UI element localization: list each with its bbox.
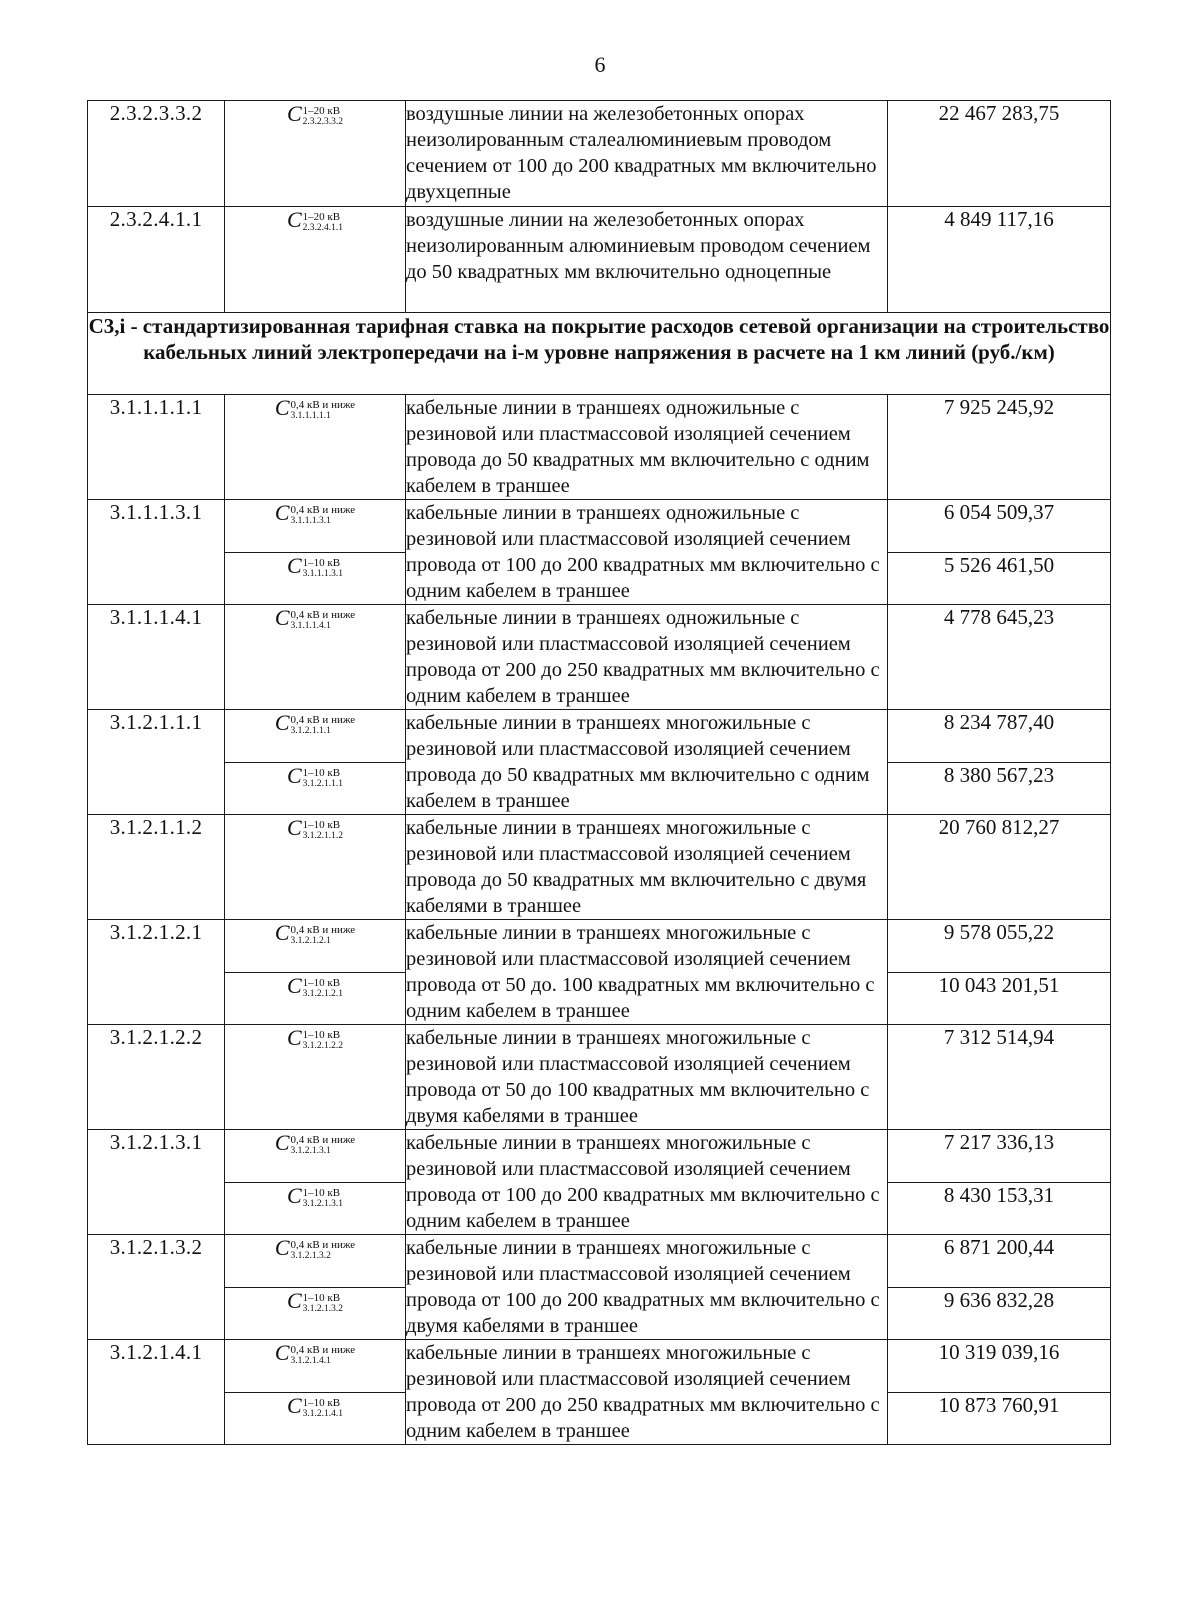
symbol-letter: C (286, 762, 302, 788)
symbol-letter: C (286, 1182, 302, 1208)
row-code: 3.1.2.1.1.2 (88, 815, 225, 920)
tariff-symbol (225, 1340, 406, 1393)
symbol-index: 3.1.2.1.3.2 (302, 1303, 344, 1314)
symbol-index: 3.1.1.1.3.1 (302, 568, 344, 579)
tariff-symbol (225, 1392, 406, 1445)
tariff-symbol (225, 207, 406, 313)
table-row (88, 101, 1111, 207)
symbol-voltage: 1–10 кВ (302, 819, 341, 832)
symbol-voltage: 1–10 кВ (302, 1029, 341, 1042)
page-number: 6 (594, 52, 606, 77)
row-value: 7 217 336,13 (888, 1130, 1111, 1183)
table-row (88, 207, 1111, 313)
tariff-symbol (225, 101, 406, 207)
symbol-voltage: 0,4 кВ и ниже (290, 399, 356, 412)
row-value: 6 871 200,44 (888, 1235, 1111, 1288)
symbol-index: 2.3.2.4.1.1 (302, 223, 344, 234)
symbol-voltage: 0,4 кВ и ниже (290, 504, 356, 517)
symbol-index: 2.3.2.3.3.2 (302, 117, 344, 128)
row-value: 4 778 645,23 (888, 605, 1111, 710)
row-value: 8 234 787,40 (888, 710, 1111, 763)
symbol-voltage: 1–10 кВ (302, 1291, 341, 1304)
row-description: кабельные линии в траншеях многожильные с резиновой или пластмассовой изоляцией сечением провода до 50 квадратных мм включительно с одним кабелем в траншее (406, 710, 888, 815)
symbol-voltage: 1–20 кВ (302, 105, 341, 118)
symbol-index: 3.1.2.1.2.1 (302, 988, 344, 999)
row-value: 8 430 153,31 (888, 1182, 1111, 1235)
symbol-letter: C (274, 395, 290, 420)
symbol-letter: C (286, 207, 302, 232)
row-description: кабельные линии в траншеях многожильные с резиновой или пластмассовой изоляцией сечением провода от 50 до 100 квадратных мм включительно с двумя кабелями в траншее (406, 1025, 888, 1130)
row-code: 3.1.2.1.3.1 (88, 1130, 225, 1235)
table-row (88, 920, 1111, 973)
symbol-letter: C (274, 1340, 290, 1365)
symbol-voltage: 1–10 кВ (302, 1396, 341, 1409)
symbol-letter: C (274, 605, 290, 630)
symbol-letter: C (274, 710, 290, 735)
table-row (88, 1235, 1111, 1288)
row-description: кабельные линии в траншеях многожильные с резиновой или пластмассовой изоляцией сечением провода от 200 до 250 квадратных мм включительно с одним кабелем в траншее (406, 1340, 888, 1445)
table-row (88, 500, 1111, 553)
table-row (88, 1340, 1111, 1393)
symbol-voltage: 0,4 кВ и ниже (290, 609, 356, 622)
tariff-symbol (225, 710, 406, 763)
symbol-index: 3.1.2.1.1.1 (290, 726, 331, 737)
symbol-index: 3.1.2.1.3.2 (290, 1251, 331, 1262)
table-row (88, 710, 1111, 763)
row-value: 8 380 567,23 (888, 762, 1111, 815)
row-code: 3.1.1.1.1.1 (88, 395, 225, 500)
row-value: 9 578 055,22 (888, 920, 1111, 973)
row-value: 4 849 117,16 (888, 207, 1111, 313)
symbol-letter: C (274, 920, 290, 945)
symbol-index: 3.1.1.1.4.1 (290, 621, 331, 632)
tariff-symbol (225, 920, 406, 973)
symbol-letter: C (286, 1287, 302, 1313)
row-description: кабельные линии в траншеях многожильные с резиновой или пластмассовой изоляцией сечением провода от 100 до 200 квадратных мм включительно с двумя кабелями в траншее (406, 1235, 888, 1340)
tariff-symbol (225, 605, 406, 710)
tariff-symbol (225, 762, 406, 815)
table-row (88, 605, 1111, 710)
symbol-voltage: 1–10 кВ (302, 976, 341, 989)
symbol-voltage: 1–20 кВ (302, 211, 341, 224)
row-code: 2.3.2.3.3.2 (88, 101, 225, 207)
row-code: 3.1.2.1.4.1 (88, 1340, 225, 1445)
symbol-voltage: 1–10 кВ (302, 556, 341, 569)
row-description: кабельные линии в траншеях одножильные с резиновой или пластмассовой изоляцией сечением провода от 100 до 200 квадратных мм включительно с одним кабелем в траншее (406, 500, 888, 605)
section-header-row (88, 313, 1111, 395)
tariff-symbol (225, 1235, 406, 1288)
tariff-symbol (225, 552, 406, 605)
symbol-letter: C (274, 500, 290, 525)
row-code: 3.1.2.1.2.1 (88, 920, 225, 1025)
row-description: воздушные линии на железобетонных опорах неизолированным сталеалюминиевым проводом сечением от 100 до 200 квадратных мм включительно двухцепные (406, 101, 888, 207)
symbol-index: 3.1.1.1.1.1 (290, 411, 331, 422)
symbol-voltage: 0,4 кВ и ниже (290, 1134, 356, 1147)
symbol-letter: C (286, 552, 302, 578)
tariff-symbol (225, 1130, 406, 1183)
symbol-index: 3.1.2.1.4.1 (302, 1408, 344, 1419)
section-header: С3,i - стандартизированная тарифная ставка на покрытие расходов сетевой организации на строительство кабельных линий электропередачи на i-м уровне напряжения в расчете на 1 км линий (руб./км) (88, 313, 1111, 395)
row-description: воздушные линии на железобетонных опорах неизолированным алюминиевым проводом сечением до 50 квадратных мм включительно одноцепные (406, 207, 888, 313)
table-row (88, 1025, 1111, 1130)
symbol-voltage: 1–10 кВ (302, 1186, 341, 1199)
table-row (88, 1130, 1111, 1183)
row-code: 2.3.2.4.1.1 (88, 207, 225, 313)
row-code: 3.1.2.1.1.1 (88, 710, 225, 815)
tariff-table (87, 100, 1111, 1445)
row-description: кабельные линии в траншеях многожильные с резиновой или пластмассовой изоляцией сечением провода от 100 до 200 квадратных мм включительно с одним кабелем в траншее (406, 1130, 888, 1235)
table-body (88, 101, 1111, 1445)
row-description: кабельные линии в траншеях одножильные с резиновой или пластмассовой изоляцией сечением провода от 200 до 250 квадратных мм включительно с одним кабелем в траншее (406, 605, 888, 710)
tariff-symbol (225, 1182, 406, 1235)
row-value: 20 760 812,27 (888, 815, 1111, 920)
symbol-letter: C (286, 972, 302, 998)
symbol-index: 3.1.2.1.4.1 (290, 1356, 331, 1367)
row-value: 10 319 039,16 (888, 1340, 1111, 1393)
symbol-voltage: 0,4 кВ и ниже (290, 714, 356, 727)
row-value: 9 636 832,28 (888, 1287, 1111, 1340)
row-description: кабельные линии в траншеях многожильные с резиновой или пластмассовой изоляцией сечением провода до 50 квадратных мм включительно с двумя кабелями в траншее (406, 815, 888, 920)
symbol-index: 3.1.1.1.3.1 (290, 516, 331, 527)
symbol-letter: C (286, 1392, 302, 1418)
tariff-symbol (225, 1287, 406, 1340)
table-row (88, 395, 1111, 500)
row-code: 3.1.1.1.4.1 (88, 605, 225, 710)
row-code: 3.1.2.1.2.2 (88, 1025, 225, 1130)
tariff-symbol (225, 972, 406, 1025)
row-value: 5 526 461,50 (888, 552, 1111, 605)
row-value: 6 054 509,37 (888, 500, 1111, 553)
symbol-voltage: 0,4 кВ и ниже (290, 1344, 356, 1357)
tariff-symbol (225, 1025, 406, 1130)
symbol-index: 3.1.2.1.1.1 (302, 778, 344, 789)
symbol-voltage: 0,4 кВ и ниже (290, 1239, 356, 1252)
symbol-letter: C (274, 1130, 290, 1155)
symbol-index: 3.1.2.1.1.2 (302, 831, 344, 842)
symbol-letter: C (274, 1235, 290, 1260)
tariff-symbol (225, 815, 406, 920)
symbol-index: 3.1.2.1.2.2 (302, 1041, 344, 1052)
row-value: 10 043 201,51 (888, 972, 1111, 1025)
symbol-voltage: 1–10 кВ (302, 766, 341, 779)
symbol-index: 3.1.2.1.3.1 (302, 1198, 344, 1209)
table-row (88, 815, 1111, 920)
symbol-letter: C (286, 101, 302, 126)
row-value: 10 873 760,91 (888, 1392, 1111, 1445)
symbol-letter: C (286, 1025, 302, 1050)
row-value: 7 925 245,92 (888, 395, 1111, 500)
tariff-symbol (225, 395, 406, 500)
symbol-voltage: 0,4 кВ и ниже (290, 924, 356, 937)
symbol-index: 3.1.2.1.3.1 (290, 1146, 331, 1157)
row-code: 3.1.2.1.3.2 (88, 1235, 225, 1340)
symbol-index: 3.1.2.1.2.1 (290, 936, 331, 947)
tariff-symbol (225, 500, 406, 553)
row-code: 3.1.1.1.3.1 (88, 500, 225, 605)
row-value: 22 467 283,75 (888, 101, 1111, 207)
row-description: кабельные линии в траншеях многожильные с резиновой или пластмассовой изоляцией сечением провода от 50 до. 100 квадратных мм включительно с одним кабелем в траншее (406, 920, 888, 1025)
row-description: кабельные линии в траншеях одножильные с резиновой или пластмассовой изоляцией сечением провода до 50 квадратных мм включительно с одним кабелем в траншее (406, 395, 888, 500)
row-value: 7 312 514,94 (888, 1025, 1111, 1130)
symbol-letter: C (286, 815, 302, 840)
